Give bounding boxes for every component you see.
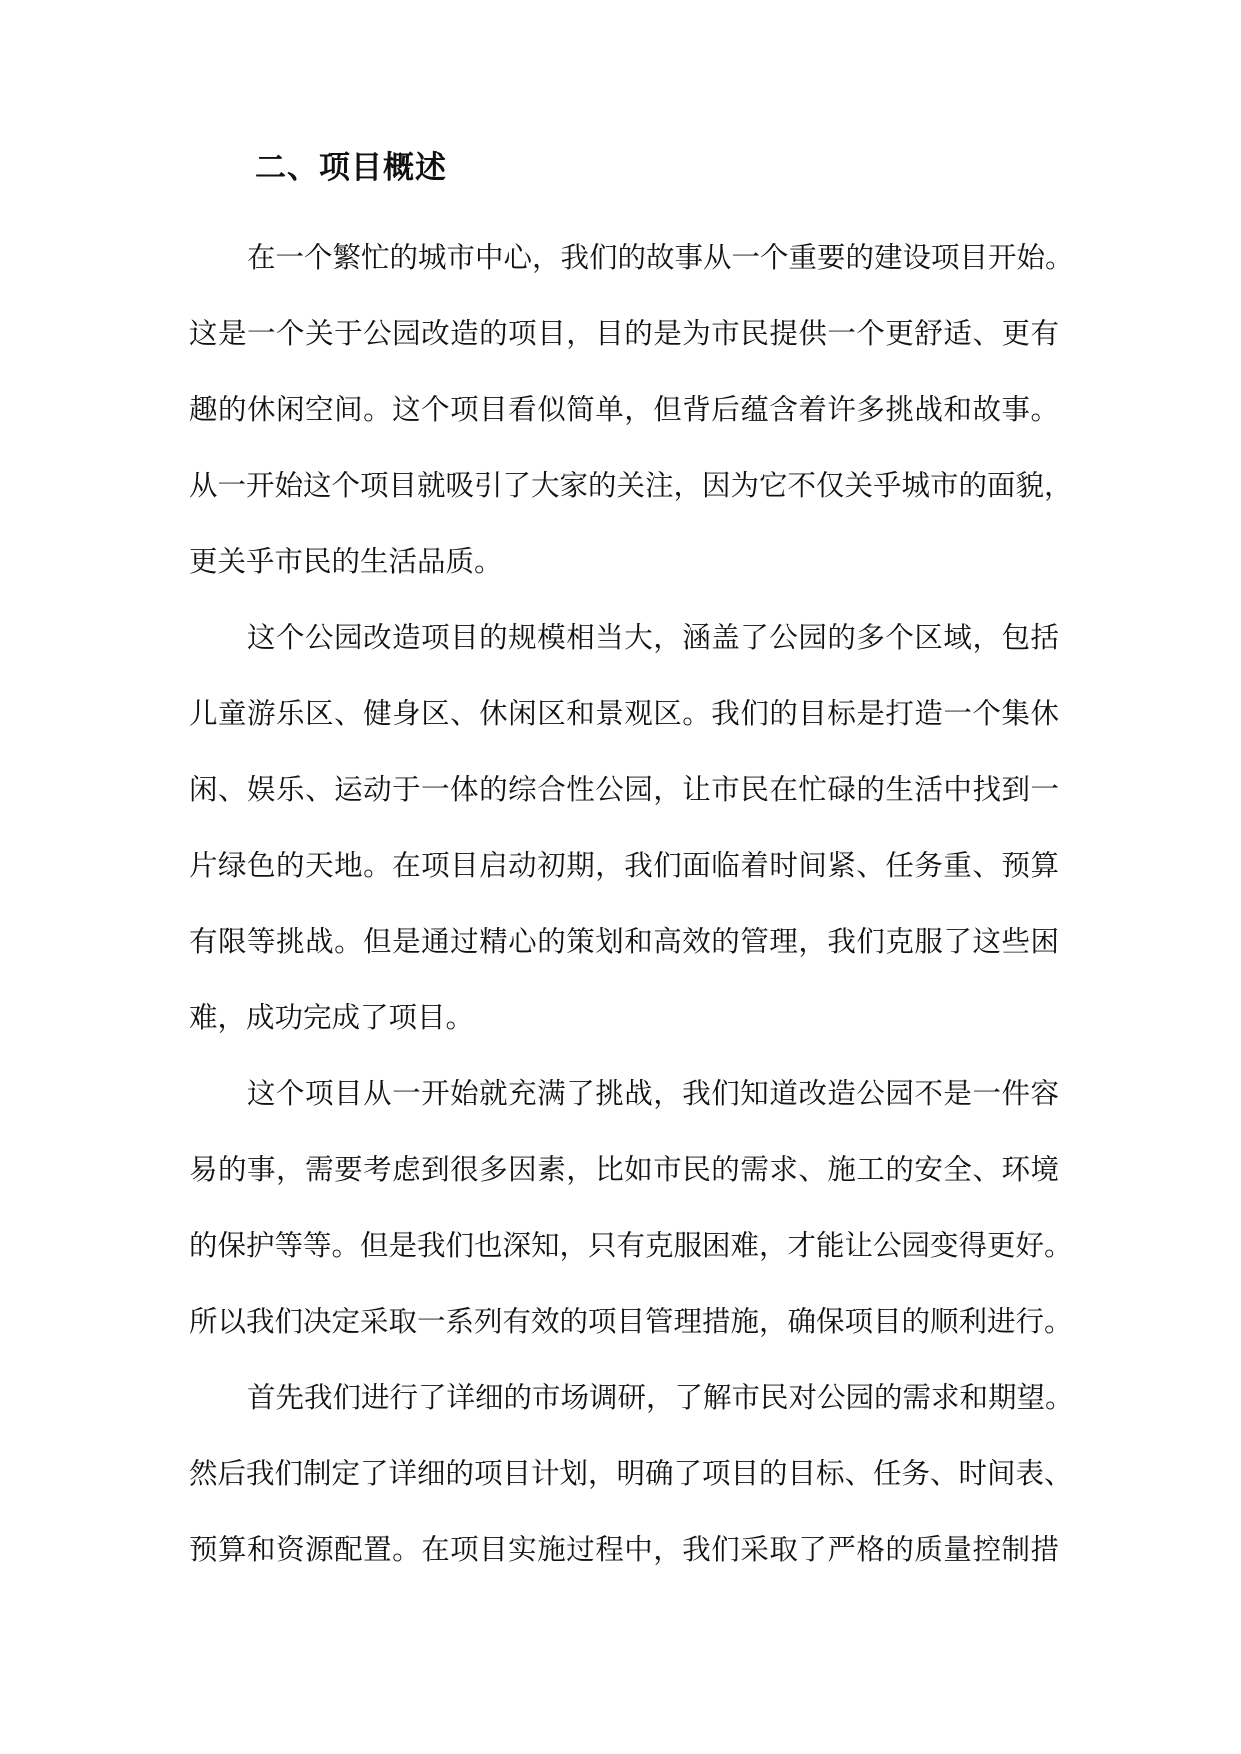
paragraph-2-line-2: 儿童游乐区、健身区、休闲区和景观区。我们的目标是打造一个集休 [189, 697, 1059, 730]
paragraph-4-line-1: 首先我们进行了详细的市场调研，了解市民对公园的需求和期望。 [247, 1381, 1074, 1414]
paragraph-2-line-6: 难，成功完成了项目。 [189, 1001, 475, 1034]
paragraph-4-line-2: 然后我们制定了详细的项目计划，明确了项目的目标、任务、时间表、 [189, 1457, 1073, 1490]
paragraph-2-line-3: 闲、娱乐、运动于一体的综合性公园，让市民在忙碌的生活中找到一 [189, 773, 1059, 806]
section-heading: 二、项目概述 [255, 150, 447, 186]
paragraph-3-line-2: 易的事，需要考虑到很多因素，比如市民的需求、施工的安全、环境 [189, 1153, 1059, 1186]
paragraph-2-line-1: 这个公园改造项目的规模相当大，涵盖了公园的多个区域，包括 [247, 621, 1059, 654]
paragraph-1-line-4: 从一开始这个项目就吸引了大家的关注，因为它不仅关乎城市的面貌， [189, 469, 1073, 502]
paragraph-1-line-3: 趣的休闲空间。这个项目看似简单，但背后蕴含着许多挑战和故事。 [189, 393, 1059, 426]
paragraph-2-line-4: 片绿色的天地。在项目启动初期，我们面临着时间紧、任务重、预算 [189, 849, 1059, 882]
paragraph-1-line-1: 在一个繁忙的城市中心，我们的故事从一个重要的建设项目开始。 [247, 241, 1074, 274]
paragraph-3-line-1: 这个项目从一开始就充满了挑战，我们知道改造公园不是一件容 [247, 1077, 1059, 1110]
paragraph-1-line-2: 这是一个关于公园改造的项目，目的是为市民提供一个更舒适、更有 [189, 317, 1059, 350]
paragraph-4-line-3: 预算和资源配置。在项目实施过程中，我们采取了严格的质量控制措 [189, 1533, 1059, 1566]
paragraph-3-line-3: 的保护等等。但是我们也深知，只有克服困难，才能让公园变得更好。 [189, 1229, 1073, 1262]
paragraph-2-line-5: 有限等挑战。但是通过精心的策划和高效的管理，我们克服了这些困 [189, 925, 1059, 958]
paragraph-3-line-4: 所以我们决定采取一系列有效的项目管理措施，确保项目的顺利进行。 [189, 1305, 1073, 1338]
paragraph-1-line-5: 更关乎市民的生活品质。 [189, 545, 503, 578]
